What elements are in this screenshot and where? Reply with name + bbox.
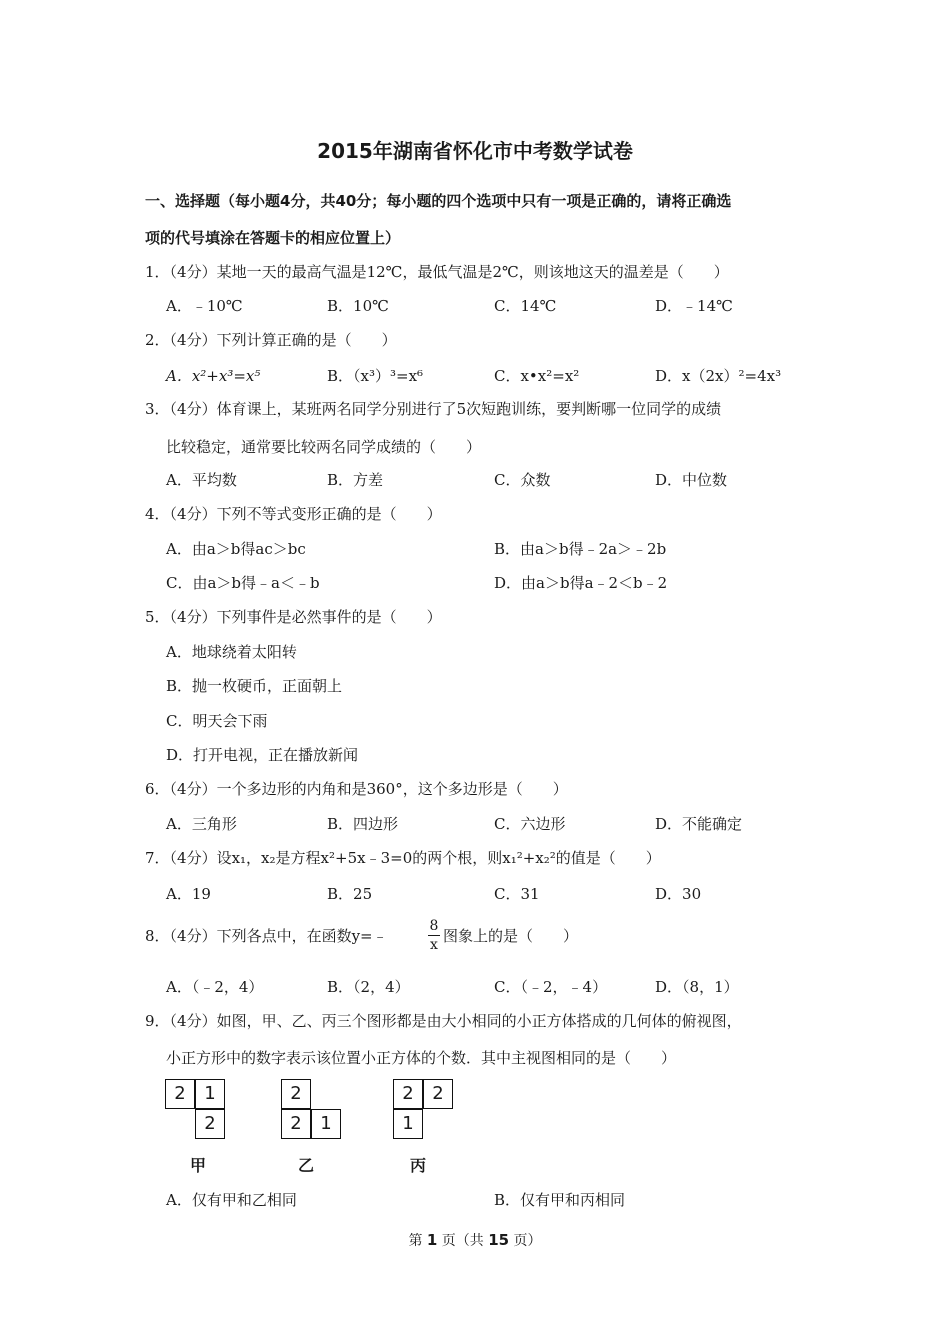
page-title: 2015年湖南省怀化市中考数学试卷 <box>317 139 633 163</box>
q1-option-a: A．﹣10℃ <box>166 297 243 315</box>
section-heading-line2: 项的代号填涂在答题卡的相应位置上） <box>145 229 401 247</box>
q2-option-a: A．x²+x³=x⁵ <box>166 367 261 385</box>
page-footer <box>0 1230 950 1250</box>
fraction-8-over-x <box>428 918 440 954</box>
footer-prefix: 第 <box>408 1233 427 1249</box>
figure-bing-cell: 2 <box>423 1079 453 1109</box>
figure-jia-cell: 2 <box>195 1109 225 1139</box>
q7-option-a: A．19 <box>166 885 211 903</box>
question-5-stem: 5．（4分）下列事件是必然事件的是（ ） <box>145 608 442 626</box>
footer-suffix: 页） <box>509 1233 542 1249</box>
q7-option-d: D．30 <box>655 885 702 903</box>
q7-option-c: C．31 <box>494 885 540 903</box>
q6-option-a: A．三角形 <box>166 815 237 833</box>
q7-option-b: B．25 <box>327 885 373 903</box>
question-9-stem: 9．（4分）如图，甲、乙、丙三个图形都是由大小相同的小正方体搭成的几何体的俯视图， <box>145 1012 742 1030</box>
q5-option-b: B．抛一枚硬币，正面朝上 <box>166 677 343 695</box>
q8-option-b: B．（2，4） <box>327 978 410 996</box>
q8-option-d: D．（8，1） <box>655 978 739 996</box>
footer-page-number: 1 <box>426 1231 438 1249</box>
question-3-stem-cont: 比较稳定，通常要比较两名同学成绩的（ ） <box>166 438 482 456</box>
figure-jia-label: 甲 <box>190 1156 207 1175</box>
question-7-stem: 7．（4分）设x₁，x₂是方程x²+5x﹣3=0的两个根，则x₁²+x₂²的值是（ ） <box>145 849 661 867</box>
figure-jia-cell: 1 <box>195 1079 225 1109</box>
q8-option-c: C．（﹣2，﹣4） <box>494 978 608 996</box>
figure-bing-label: 丙 <box>410 1156 427 1175</box>
q1-option-b: B．10℃ <box>327 297 389 315</box>
q6-option-c: C．六边形 <box>494 815 566 833</box>
figure-yi-cell: 1 <box>311 1109 341 1139</box>
q2-option-b: B．（x³）³=x⁶ <box>327 367 424 385</box>
q3-option-b: B．方差 <box>327 471 384 489</box>
q6-option-d: D．不能确定 <box>655 815 743 833</box>
figure-jia-cell: 2 <box>165 1079 195 1109</box>
figure-yi-cell: 2 <box>281 1079 311 1109</box>
q2-option-d: D．x（2x）²=4x³ <box>655 367 782 385</box>
figure-yi-label: 乙 <box>298 1156 315 1175</box>
footer-mid: 页（共 <box>437 1233 489 1249</box>
q9-option-a: A．仅有甲和乙相同 <box>166 1191 297 1209</box>
q6-option-b: B．四边形 <box>327 815 399 833</box>
question-8-stem-b: 图象上的是（ ） <box>443 927 579 945</box>
q1-option-c: C．14℃ <box>494 297 557 315</box>
question-3-stem: 3．（4分）体育课上，某班两名同学分别进行了5次短跑训练，要判断哪一位同学的成绩 <box>145 400 722 418</box>
q4-option-c: C．由a＞b得﹣a＜﹣b <box>166 574 320 592</box>
question-9-stem-cont: 小正方形中的数字表示该位置小正方体的个数．其中主视图相同的是（ ） <box>166 1049 677 1067</box>
question-6-stem: 6．（4分）一个多边形的内角和是360°，这个多边形是（ ） <box>145 780 568 798</box>
q1-option-d: D．﹣14℃ <box>655 297 733 315</box>
figure-yi-cell: 2 <box>281 1109 311 1139</box>
question-1-stem: 1．（4分）某地一天的最高气温是12℃，最低气温是2℃，则该地这天的温差是（ ） <box>145 263 729 281</box>
q5-option-a: A．地球绕着太阳转 <box>166 643 297 661</box>
figure-bing-cell: 1 <box>393 1109 423 1139</box>
q9-option-b: B．仅有甲和丙相同 <box>494 1191 626 1209</box>
question-4-stem: 4．（4分）下列不等式变形正确的是（ ） <box>145 505 442 523</box>
section-heading-line1: 一、选择题（每小题4分，共40分；每小题的四个选项中只有一项是正确的，请将正确选 <box>145 192 732 210</box>
q4-option-d: D．由a＞b得a﹣2＜b﹣2 <box>494 574 668 592</box>
q3-option-a: A．平均数 <box>166 471 237 489</box>
q2-option-c: C．x•x²=x² <box>494 367 580 385</box>
footer-total-pages: 15 <box>488 1231 510 1249</box>
q4-option-a: A．由a＞b得ac＞bc <box>166 540 306 558</box>
fraction-denominator: x <box>430 937 438 953</box>
q8-option-a: A．（﹣2，4） <box>166 978 264 996</box>
q4-option-b: B．由a＞b得﹣2a＞﹣2b <box>494 540 667 558</box>
question-8-stem-a: 8．（4分）下列各点中，在函数y=﹣ <box>145 927 388 945</box>
q3-option-c: C．众数 <box>494 471 551 489</box>
q5-option-d: D．打开电视，正在播放新闻 <box>166 746 359 764</box>
fraction-numerator: 8 <box>429 918 439 934</box>
q3-option-d: D．中位数 <box>655 471 728 489</box>
question-2-stem: 2．（4分）下列计算正确的是（ ） <box>145 331 397 349</box>
q5-option-c: C．明天会下雨 <box>166 712 268 730</box>
figure-bing-cell: 2 <box>393 1079 423 1109</box>
